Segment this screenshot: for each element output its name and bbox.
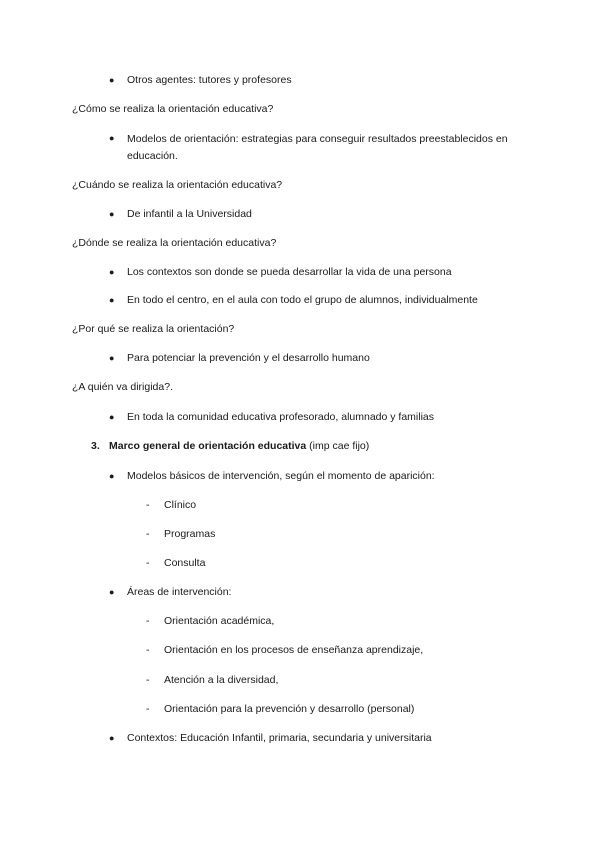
section-note: (imp cae fijo) <box>309 440 370 452</box>
dash-icon: - <box>146 499 150 511</box>
section-title: Marco general de orientación educativa <box>109 440 307 452</box>
question-text: ¿A quién va dirigida?. <box>72 381 173 393</box>
dash-icon: - <box>146 703 150 715</box>
bullet-icon: ● <box>109 412 115 422</box>
bullet-icon: ● <box>109 295 115 305</box>
bullet-icon: ● <box>109 209 115 219</box>
bullet-icon: ● <box>109 587 115 597</box>
dash-icon: - <box>146 528 150 540</box>
dash-icon: - <box>146 615 150 627</box>
bullet-icon: ● <box>109 133 115 143</box>
question-text: ¿Cuándo se realiza la orientación educativa? <box>72 179 283 191</box>
dash-icon: - <box>146 557 150 569</box>
question-text: ¿Por qué se realiza la orientación? <box>72 323 235 335</box>
bullet-icon: ● <box>109 353 115 363</box>
dash-icon: - <box>146 674 150 686</box>
bullet-icon: ● <box>109 75 115 85</box>
question-text: ¿Cómo se realiza la orientación educativa? <box>72 103 274 115</box>
dash-icon: - <box>146 644 150 656</box>
bullet-icon: ● <box>109 733 115 743</box>
bullet-icon: ● <box>109 471 115 481</box>
question-text: ¿Dónde se realiza la orientación educativa? <box>72 237 277 249</box>
bullet-icon: ● <box>109 267 115 277</box>
section-number: 3. <box>91 440 100 452</box>
